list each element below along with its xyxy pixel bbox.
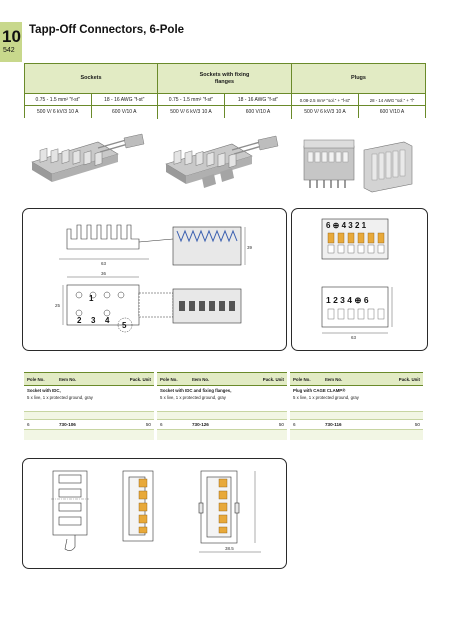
col-pack: Pack. Unit [398,376,420,382]
pin-label-4: 4 [105,316,110,325]
pack-value: 50 [145,422,151,427]
spec-cell: 600 V/10 A [379,109,405,115]
col-pole: Pole No. [160,376,178,382]
table-row [157,420,287,430]
spec-cell: 18 - 16 AWG "f-st" [104,97,145,103]
col-pole: Pole No. [293,376,311,382]
order-tail [24,430,154,440]
bottom-pin-numbers: 1 2 3 4 ⊕ 6 [326,295,369,305]
order-spacer [157,412,287,420]
spec-cell: 28 - 14 AWG "sol." + "f" [369,97,415,103]
spec-cell: 0.75 - 1.5 mm² "f-st" [25,94,92,106]
spec-cell: 500 V/ 6 kV/3 10 A [25,106,92,118]
order-table-plug [290,372,423,442]
cross-section-drawing [22,458,287,569]
spec-cell: 600 V/10 A [245,109,271,115]
order-description [157,386,287,412]
order-tail [157,430,287,440]
plug-pin-drawing [291,208,428,351]
item-value: 730-116 [325,422,342,427]
order-table-socket [24,372,154,442]
spec-cell: 500 V/ 6 kV/3 10 A [292,106,359,118]
spec-group-sockets [25,64,158,119]
plug-dim-label: 63 [351,335,357,340]
chapter-number: 10 [2,27,21,46]
order-spacer [290,412,423,420]
dim-25-label: 25 [55,303,61,308]
spec-group-plugs [292,64,425,119]
product-title: Plug with CAGE CLAMP® [293,388,346,393]
top-pin-numbers: 6 ⊕ 4 3 2 1 [326,221,367,230]
spec-row [292,105,425,118]
spec-heading: Sockets [80,75,102,82]
spec-heading: Sockets with fixing flanges [199,71,250,85]
product-subtitle: 5 x live, 1 x protected ground, gray [160,394,226,400]
col-item: Item No. [59,376,77,382]
socket-dimension-drawing [22,208,287,351]
cross-section-svg [23,459,286,568]
spec-cell: 0.08-2.5 mm² "sol." + "f-st" [292,94,359,106]
pole-value: 6 [293,422,296,427]
spec-group-sockets-flanges [158,64,292,119]
socket-drawing-svg [23,209,286,350]
pin-label-3: 3 [91,316,96,325]
order-table-header [24,373,154,386]
order-description [24,386,154,412]
pole-value: 6 [160,422,163,427]
page-title: Tapp-Off Connectors, 6-Pole [29,24,185,36]
spec-cell: 500 V/ 6 kV/3 10 A [158,106,225,118]
dim-38-5-label: 38.5 [225,546,234,551]
order-table-socket-flanges [157,372,287,442]
order-table-header [290,373,423,386]
pin-label-5: 5 [122,321,127,330]
pin-label-1: 1 [89,294,94,303]
spec-cell: 600 V/10 A [112,109,137,115]
order-spacer [24,412,154,420]
dim-36-label: 36 [101,271,107,276]
product-title: Socket with IDC, [27,388,61,393]
product-subtitle: 5 x live, 1 x protected ground, gray [293,394,359,400]
plugs-product-photo [300,132,418,194]
dim-63-label: 63 [101,261,107,266]
col-item: Item No. [325,376,343,382]
order-description [290,386,423,412]
dim-39-label: 39 [247,245,253,250]
product-subtitle: 5 x live, 1 x protected ground, gray [27,394,93,400]
col-item: Item No. [192,376,210,382]
col-pack: Pack. Unit [262,376,284,382]
spec-table [24,63,426,118]
pole-value: 6 [27,422,30,427]
plug-drawing-svg [292,209,427,350]
spec-row [25,105,157,118]
col-pole: Pole No. [27,376,45,382]
pin-label-2: 2 [77,316,82,325]
product-title: Socket with IDC and fixing flanges, [160,388,232,393]
spec-cell: 18 - 16 AWG "f-st" [237,97,279,103]
socket-product-photo [28,132,146,188]
order-table-header [157,373,287,386]
table-row [290,420,423,430]
order-tail [290,430,423,440]
item-value: 730-106 [59,422,76,427]
pack-value: 50 [414,422,420,427]
spec-row [158,105,291,118]
socket-flanges-product-photo [162,132,280,192]
table-row [24,420,154,430]
pack-value: 50 [278,422,284,427]
col-pack: Pack. Unit [129,376,151,382]
spec-cell: 0.75 - 1.5 mm² "f-st" [158,94,225,106]
page-number: 542 [3,47,15,54]
item-value: 730-126 [192,422,209,427]
spec-heading: Plugs [351,75,366,82]
